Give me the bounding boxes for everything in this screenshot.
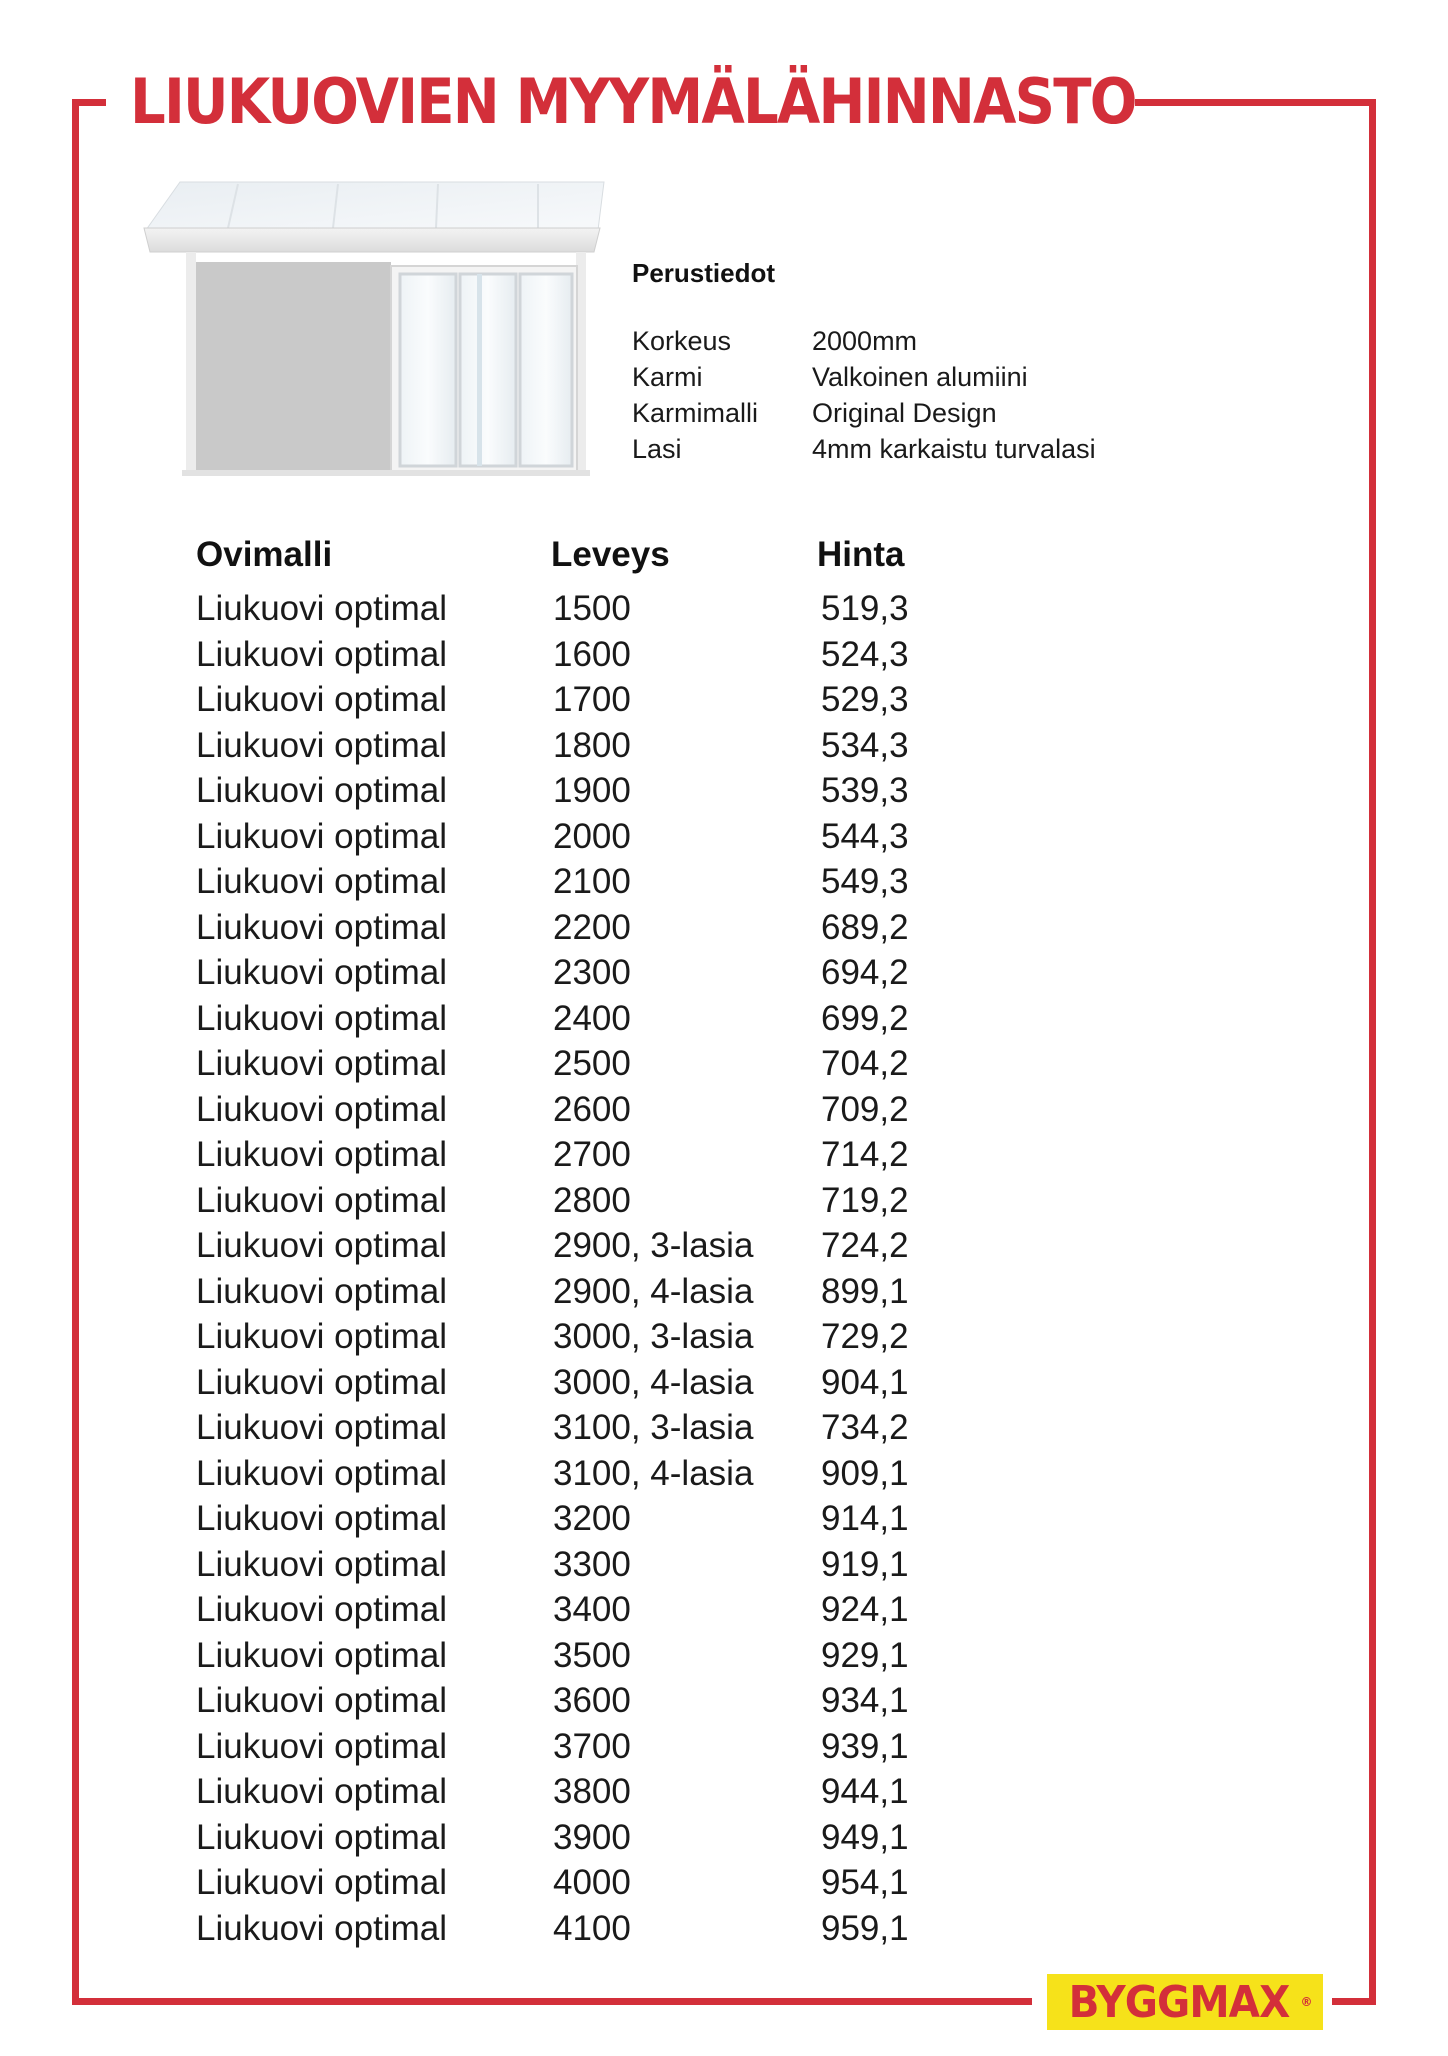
frame-bottom-right [1332,1998,1376,2005]
cell-model: Liukuovi optimal [196,1590,447,1629]
cell-width: 3800 [553,1772,631,1811]
table-row [196,632,1021,678]
logo-text: BYGGMAX [1068,1976,1289,2028]
cell-price: 734,2 [821,1408,909,1447]
cell-width: 2300 [553,953,631,992]
cell-price: 714,2 [821,1135,909,1174]
info-label: Karmimalli [632,398,759,428]
page-title: LIUKUOVIEN MYYMÄLÄHINNASTO [130,65,1136,138]
cell-price: 694,2 [821,953,909,992]
cell-width: 1800 [553,725,631,765]
cell-width: 1700 [553,680,631,719]
info-heading: Perustiedot [632,258,776,288]
cell-model: Liukuovi optimal [196,1499,447,1538]
cell-price: 944,1 [821,1772,909,1811]
info-value: Original Design [812,398,997,428]
cell-model: Liukuovi optimal [196,816,447,856]
cell-price: 949,1 [821,1817,909,1857]
cell-model: Liukuovi optimal [196,1317,447,1356]
info-row-glass [632,431,1096,467]
cell-width: 1600 [553,634,631,674]
cell-width: 3100, 3-lasia [553,1408,754,1447]
cell-price: 539,3 [821,771,909,810]
info-row-height [632,323,1096,359]
cell-model: Liukuovi optimal [196,1817,447,1857]
cell-width: 3100, 4-lasia [553,1453,754,1493]
cell-width: 2900, 4-lasia [553,1271,754,1311]
cell-model: Liukuovi optimal [196,862,447,901]
cell-price: 549,3 [821,862,909,901]
cell-width: 3300 [553,1544,631,1584]
table-row [196,1178,1021,1224]
cell-width: 3000, 4-lasia [553,1362,754,1402]
table-row [196,1360,1021,1406]
cell-model: Liukuovi optimal [196,953,447,992]
cell-model: Liukuovi optimal [196,771,447,810]
cell-width: 2600 [553,1089,631,1129]
cell-model: Liukuovi optimal [196,1226,447,1265]
table-row [196,1496,1021,1542]
cell-width: 3900 [553,1817,631,1857]
cell-price: 909,1 [821,1453,909,1493]
cell-model: Liukuovi optimal [196,1453,447,1493]
info-value: Valkoinen alumiini [812,362,1028,392]
table-row [196,1906,1021,1952]
table-row [196,1587,1021,1633]
cell-width: 2800 [553,1180,631,1220]
cell-price: 954,1 [821,1863,909,1902]
cell-width: 4100 [553,1908,631,1948]
table-row [196,1724,1021,1770]
cell-model: Liukuovi optimal [196,1362,447,1402]
table-row [196,1223,1021,1269]
cell-width: 2500 [553,1044,631,1083]
product-image [138,178,608,478]
basic-info [632,258,1096,467]
cell-price: 699,2 [821,998,909,1038]
registered-mark: ® [1300,1995,1312,2009]
cell-model: Liukuovi optimal [196,725,447,765]
cell-price: 544,3 [821,816,909,856]
table-row [196,905,1021,951]
cell-price: 939,1 [821,1726,909,1766]
cell-width: 3500 [553,1635,631,1675]
byggmax-logo [1047,1974,1323,2030]
table-row [196,586,1021,632]
table-row [196,1132,1021,1178]
cell-width: 3700 [553,1726,631,1766]
table-row [196,950,1021,996]
cell-model: Liukuovi optimal [196,1635,447,1675]
table-header [196,530,1021,580]
table-row [196,1542,1021,1588]
cell-price: 719,2 [821,1180,909,1220]
cell-model: Liukuovi optimal [196,1726,447,1766]
cell-width: 2900, 3-lasia [553,1226,754,1265]
cell-model: Liukuovi optimal [196,1271,447,1311]
cell-price: 709,2 [821,1089,909,1129]
cell-width: 3400 [553,1590,631,1629]
cell-model: Liukuovi optimal [196,1544,447,1584]
cell-price: 959,1 [821,1908,909,1948]
table-row [196,859,1021,905]
cell-model: Liukuovi optimal [196,1908,447,1948]
table-row [196,768,1021,814]
cell-price: 934,1 [821,1681,909,1720]
cell-price: 899,1 [821,1271,909,1311]
table-body [196,586,1021,1951]
table-row [196,1451,1021,1497]
header-price: Hinta [817,535,905,574]
price-table [196,530,1021,1951]
table-row [196,1678,1021,1724]
cell-width: 2400 [553,998,631,1038]
info-row-frame [632,359,1096,395]
info-value: 2000mm [812,326,918,356]
cell-price: 534,3 [821,725,909,765]
cell-price: 924,1 [821,1590,909,1629]
cell-width: 2100 [553,862,631,901]
info-label: Korkeus [632,326,732,356]
info-label: Lasi [632,434,682,464]
table-row [196,814,1021,860]
cell-price: 524,3 [821,634,909,674]
cell-price: 519,3 [821,589,909,628]
table-row [196,1269,1021,1315]
frame-top-right [1135,99,1376,106]
cell-width: 1900 [553,771,631,810]
cell-price: 704,2 [821,1044,909,1083]
info-label: Karmi [632,362,703,392]
cell-model: Liukuovi optimal [196,907,447,947]
cell-model: Liukuovi optimal [196,1681,447,1720]
cell-price: 729,2 [821,1317,909,1356]
cell-model: Liukuovi optimal [196,1863,447,1902]
table-row [196,1860,1021,1906]
table-row [196,1405,1021,1451]
table-row [196,723,1021,769]
table-row [196,996,1021,1042]
cell-model: Liukuovi optimal [196,1180,447,1220]
cell-model: Liukuovi optimal [196,1135,447,1174]
cell-price: 904,1 [821,1362,909,1402]
cell-model: Liukuovi optimal [196,680,447,719]
cell-price: 914,1 [821,1499,909,1538]
cell-width: 2200 [553,907,631,947]
cell-width: 4000 [553,1863,631,1902]
cell-model: Liukuovi optimal [196,1772,447,1811]
cell-model: Liukuovi optimal [196,1044,447,1083]
cell-model: Liukuovi optimal [196,1408,447,1447]
frame-left [72,99,79,2005]
cell-width: 3000, 3-lasia [553,1317,754,1356]
cell-model: Liukuovi optimal [196,1089,447,1129]
cell-width: 2000 [553,816,631,856]
cell-width: 1500 [553,589,631,628]
frame-right [1369,99,1376,2005]
table-row [196,1769,1021,1815]
cell-price: 929,1 [821,1635,909,1675]
info-value: 4mm karkaistu turvalasi [812,434,1096,464]
frame-bottom-left [72,1998,1032,2005]
cell-price: 529,3 [821,680,909,719]
table-row [196,1633,1021,1679]
cell-width: 3200 [553,1499,631,1538]
table-row [196,677,1021,723]
table-row [196,1041,1021,1087]
cell-price: 919,1 [821,1544,909,1584]
table-row [196,1815,1021,1861]
cell-price: 724,2 [821,1226,909,1265]
cell-model: Liukuovi optimal [196,998,447,1038]
cell-model: Liukuovi optimal [196,634,447,674]
cell-price: 689,2 [821,907,909,947]
header-width: Leveys [551,535,670,574]
cell-width: 3600 [553,1681,631,1720]
cell-width: 2700 [553,1135,631,1174]
header-model: Ovimalli [196,535,333,574]
cell-model: Liukuovi optimal [196,589,447,628]
table-row [196,1087,1021,1133]
table-row [196,1314,1021,1360]
info-row-frame-model [632,395,1096,431]
